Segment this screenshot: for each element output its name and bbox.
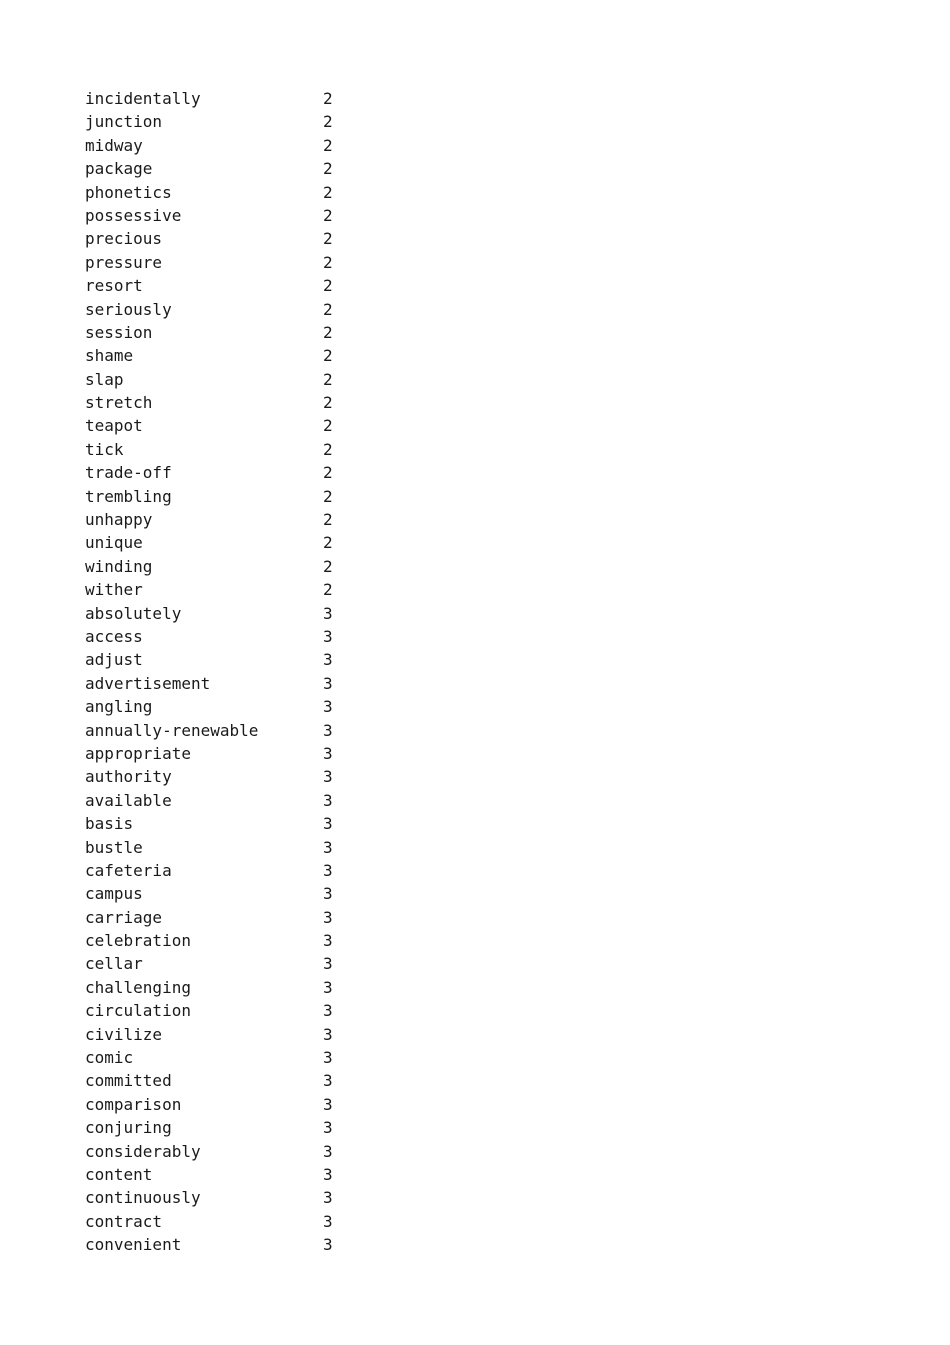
- word-count: 2: [323, 276, 333, 296]
- word-count: 3: [323, 1001, 333, 1021]
- word-text: convenient: [85, 1235, 182, 1255]
- word-count: 3: [323, 743, 333, 763]
- word-text: bustle: [85, 837, 143, 857]
- list-item: [85, 110, 345, 133]
- list-item: [85, 87, 345, 110]
- list-item: [85, 391, 345, 414]
- word-count: 2: [323, 205, 333, 225]
- word-text: winding: [85, 556, 153, 576]
- word-count: 2: [323, 89, 333, 108]
- list-item: [85, 1210, 345, 1233]
- word-text: conjuring: [85, 1118, 172, 1138]
- word-count: 2: [323, 510, 333, 530]
- word-count: 3: [323, 931, 333, 951]
- word-count: 2: [323, 463, 333, 483]
- word-text: session: [85, 322, 153, 342]
- word-count: 3: [323, 650, 333, 670]
- word-count: 2: [323, 229, 333, 249]
- word-text: teapot: [85, 416, 143, 436]
- list-item: [85, 298, 345, 321]
- list-item: [85, 765, 345, 788]
- list-item: [85, 625, 345, 648]
- word-count: 2: [323, 346, 333, 366]
- word-count: 3: [323, 603, 333, 623]
- word-count: 2: [323, 182, 333, 202]
- list-item: [85, 157, 345, 180]
- list-item: [85, 648, 345, 671]
- word-count: 2: [323, 393, 333, 413]
- word-text: unhappy: [85, 510, 153, 530]
- word-text: carriage: [85, 907, 163, 927]
- word-count: 3: [323, 1071, 333, 1091]
- word-frequency-list: [85, 87, 345, 1257]
- word-text: slap: [85, 369, 124, 389]
- word-count: 3: [323, 626, 333, 646]
- word-count: 3: [323, 673, 333, 693]
- word-count: 3: [323, 837, 333, 857]
- word-count: 2: [323, 369, 333, 389]
- word-count: 3: [323, 767, 333, 787]
- list-item: [85, 695, 345, 718]
- word-text: advertisement: [85, 673, 211, 693]
- word-text: incidentally: [85, 89, 201, 108]
- list-item: [85, 882, 345, 905]
- word-text: annually-renewable: [85, 720, 259, 740]
- word-count: 3: [323, 1118, 333, 1138]
- word-text: unique: [85, 533, 143, 553]
- word-text: cellar: [85, 954, 143, 974]
- word-count: 3: [323, 977, 333, 997]
- list-item: [85, 508, 345, 531]
- list-item: [85, 672, 345, 695]
- word-text: available: [85, 790, 172, 810]
- word-text: possessive: [85, 205, 182, 225]
- word-text: access: [85, 626, 143, 646]
- word-count: 2: [323, 299, 333, 319]
- word-count: 3: [323, 814, 333, 834]
- word-text: challenging: [85, 977, 191, 997]
- list-item: [85, 719, 345, 742]
- word-count: 3: [323, 1188, 333, 1208]
- list-item: [85, 742, 345, 765]
- word-count: 3: [323, 1048, 333, 1068]
- word-count: 3: [323, 1024, 333, 1044]
- word-count: 2: [323, 556, 333, 576]
- word-count: 3: [323, 1164, 333, 1184]
- word-count: 3: [323, 1141, 333, 1161]
- word-count: 2: [323, 416, 333, 436]
- word-text: resort: [85, 276, 143, 296]
- list-item: [85, 999, 345, 1022]
- word-count: 2: [323, 159, 333, 179]
- word-count: 2: [323, 135, 333, 155]
- word-text: comparison: [85, 1094, 182, 1114]
- word-count: 3: [323, 697, 333, 717]
- list-item: [85, 461, 345, 484]
- word-text: basis: [85, 814, 134, 834]
- list-item: [85, 368, 345, 391]
- word-text: contract: [85, 1211, 163, 1231]
- word-text: appropriate: [85, 743, 191, 763]
- word-count: 2: [323, 580, 333, 600]
- list-item: [85, 1046, 345, 1069]
- word-text: comic: [85, 1048, 134, 1068]
- list-item: [85, 134, 345, 157]
- word-text: celebration: [85, 931, 191, 951]
- word-count: 3: [323, 954, 333, 974]
- list-item: [85, 602, 345, 625]
- word-count: 3: [323, 1094, 333, 1114]
- word-count: 3: [323, 884, 333, 904]
- list-item: [85, 1069, 345, 1092]
- list-item: [85, 1163, 345, 1186]
- word-text: seriously: [85, 299, 172, 319]
- list-item: [85, 414, 345, 437]
- word-count: 3: [323, 860, 333, 880]
- word-count: 2: [323, 322, 333, 342]
- list-item: [85, 1116, 345, 1139]
- list-item: [85, 1093, 345, 1116]
- word-count: 3: [323, 907, 333, 927]
- list-item: [85, 789, 345, 812]
- list-item: [85, 251, 345, 274]
- word-text: civilize: [85, 1024, 163, 1044]
- word-text: adjust: [85, 650, 143, 670]
- word-text: precious: [85, 229, 163, 249]
- list-item: [85, 274, 345, 297]
- list-item: [85, 906, 345, 929]
- word-count: 2: [323, 486, 333, 506]
- list-item: [85, 952, 345, 975]
- word-text: midway: [85, 135, 143, 155]
- word-text: stretch: [85, 393, 153, 413]
- word-count: 2: [323, 112, 333, 132]
- list-item: [85, 485, 345, 508]
- list-item: [85, 1140, 345, 1163]
- word-count: 2: [323, 252, 333, 272]
- list-item: [85, 181, 345, 204]
- word-text: trade-off: [85, 463, 172, 483]
- word-text: committed: [85, 1071, 172, 1091]
- word-text: authority: [85, 767, 172, 787]
- list-item: [85, 578, 345, 601]
- word-count: 3: [323, 1235, 333, 1255]
- list-item: [85, 812, 345, 835]
- word-text: considerably: [85, 1141, 201, 1161]
- list-item: [85, 859, 345, 882]
- word-text: cafeteria: [85, 860, 172, 880]
- word-text: tick: [85, 439, 124, 459]
- word-count: 2: [323, 439, 333, 459]
- list-item: [85, 1023, 345, 1046]
- list-item: [85, 227, 345, 250]
- word-text: circulation: [85, 1001, 191, 1021]
- word-text: phonetics: [85, 182, 172, 202]
- list-item: [85, 321, 345, 344]
- word-count: 3: [323, 720, 333, 740]
- word-text: pressure: [85, 252, 163, 272]
- list-item: [85, 438, 345, 461]
- word-count: 3: [323, 1211, 333, 1231]
- word-text: continuously: [85, 1188, 201, 1208]
- word-text: angling: [85, 697, 153, 717]
- list-item: [85, 344, 345, 367]
- list-item: [85, 204, 345, 227]
- word-text: junction: [85, 112, 163, 132]
- list-item: [85, 976, 345, 999]
- word-text: absolutely: [85, 603, 182, 623]
- list-item: [85, 555, 345, 578]
- word-text: campus: [85, 884, 143, 904]
- list-item: [85, 1186, 345, 1209]
- word-count: 2: [323, 533, 333, 553]
- word-count: 3: [323, 790, 333, 810]
- word-text: shame: [85, 346, 134, 366]
- list-item: [85, 531, 345, 554]
- word-text: trembling: [85, 486, 172, 506]
- list-item: [85, 929, 345, 952]
- word-text: wither: [85, 580, 143, 600]
- list-item: [85, 1233, 345, 1256]
- word-text: package: [85, 159, 153, 179]
- word-text: content: [85, 1164, 153, 1184]
- list-item: [85, 836, 345, 859]
